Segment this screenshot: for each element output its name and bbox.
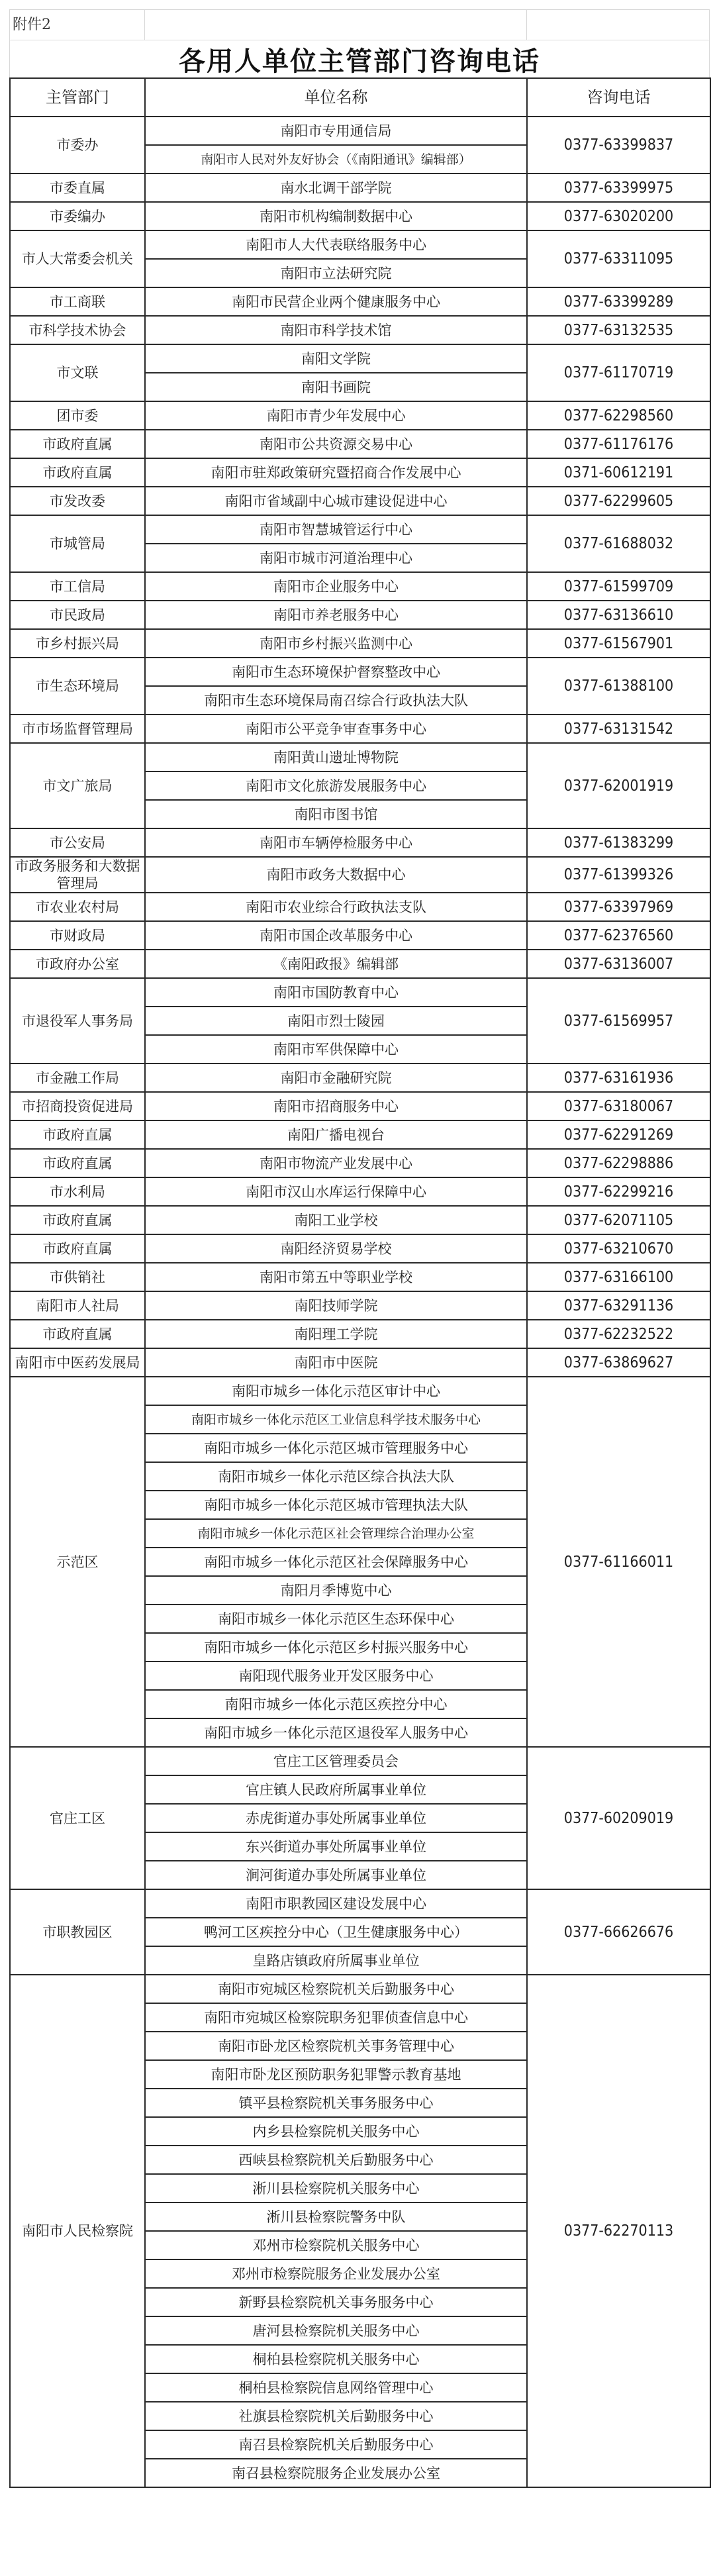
dept-cell: 市金融工作局	[10, 1064, 145, 1092]
dept-cell: 市政府办公室	[10, 950, 145, 978]
unit-cell: 南阳市青少年发展中心	[145, 401, 527, 430]
table-row	[10, 601, 710, 629]
unit-cell: 南阳市城乡一体化示范区工业信息科学技术服务中心	[145, 1405, 527, 1434]
unit-cell: 南阳黄山遗址博物院	[145, 743, 527, 771]
unit-cell: 南阳市物流产业发展中心	[145, 1149, 527, 1177]
table-row	[10, 743, 710, 771]
table-row	[10, 202, 710, 230]
dept-cell: 市民政局	[10, 601, 145, 629]
unit-cell: 赤虎街道办事处所属事业单位	[145, 1804, 527, 1832]
unit-cell: 南阳市车辆停检服务中心	[145, 828, 527, 857]
phone-cell: 0377-63136610	[527, 601, 710, 629]
table-row	[10, 344, 710, 373]
unit-cell: 南阳市招商服务中心	[145, 1092, 527, 1120]
table-row	[10, 1092, 710, 1120]
unit-cell: 南阳市企业服务中心	[145, 572, 527, 601]
table-row	[10, 1320, 710, 1348]
unit-cell: 南阳市城乡一体化示范区审计中心	[145, 1377, 527, 1405]
unit-cell: 官庄工区管理委员会	[145, 1747, 527, 1775]
unit-cell: 南阳市中医院	[145, 1348, 527, 1377]
unit-cell: 南阳市人大代表联络服务中心	[145, 230, 527, 259]
table-row	[10, 893, 710, 921]
table-row	[10, 1263, 710, 1291]
dept-cell: 南阳市人民检察院	[10, 1975, 145, 2487]
table-row	[10, 1348, 710, 1377]
phone-cell: 0377-62291269	[527, 1120, 710, 1149]
phone-cell: 0377-62298560	[527, 401, 710, 430]
phone-cell: 0377-60209019	[527, 1747, 710, 1889]
dept-cell: 市文联	[10, 344, 145, 401]
unit-cell: 南阳市第五中等职业学校	[145, 1263, 527, 1291]
unit-cell: 南阳市国企改革服务中心	[145, 921, 527, 950]
dept-cell: 市政府直属	[10, 1234, 145, 1263]
table-row	[10, 1177, 710, 1206]
unit-cell: 南阳技师学院	[145, 1291, 527, 1320]
dept-cell: 市乡村振兴局	[10, 629, 145, 658]
unit-cell: 南阳理工学院	[145, 1320, 527, 1348]
title-row	[9, 40, 710, 77]
unit-cell: 社旗县检察院机关后勤服务中心	[145, 2402, 527, 2430]
table-row	[10, 117, 710, 145]
dept-cell: 市政务服务和大数据管理局	[10, 857, 145, 893]
unit-cell: 南阳市民营企业两个健康服务中心	[145, 287, 527, 316]
dept-cell: 市市场监督管理局	[10, 715, 145, 743]
unit-cell: 镇平县检察院机关事务服务中心	[145, 2089, 527, 2117]
table-row	[10, 1889, 710, 1918]
dept-cell: 市生态环境局	[10, 658, 145, 715]
table-row	[10, 316, 710, 344]
unit-cell: 淅川县检察院警务中队	[145, 2203, 527, 2231]
unit-cell: 南阳市公平竞争审查事务中心	[145, 715, 527, 743]
dept-cell: 市城管局	[10, 515, 145, 572]
phone-cell: 0377-63131542	[527, 715, 710, 743]
table-row	[10, 430, 710, 458]
phone-cell: 0377-63132535	[527, 316, 710, 344]
phone-cell: 0377-61688032	[527, 515, 710, 572]
dept-cell: 南阳市中医药发展局	[10, 1348, 145, 1377]
unit-cell: 鸭河工区疾控分中心（卫生健康服务中心）	[145, 1918, 527, 1946]
unit-cell: 《南阳政报》编辑部	[145, 950, 527, 978]
table-row	[10, 857, 710, 893]
table-row	[10, 828, 710, 857]
attachment-row	[9, 9, 710, 40]
dept-cell: 市政府直属	[10, 458, 145, 487]
unit-cell: 南阳市城乡一体化示范区生态环保中心	[145, 1605, 527, 1633]
dept-cell: 市委编办	[10, 202, 145, 230]
unit-cell: 南阳经济贸易学校	[145, 1234, 527, 1263]
unit-cell: 南阳市生态环境保护督察整改中心	[145, 658, 527, 686]
dept-cell: 市职教园区	[10, 1889, 145, 1975]
document-page	[9, 9, 710, 2488]
unit-cell: 南阳市城乡一体化示范区社会保障服务中心	[145, 1548, 527, 1576]
phone-cell: 0377-62299216	[527, 1177, 710, 1206]
unit-cell: 淅川县检察院机关服务中心	[145, 2174, 527, 2203]
unit-cell: 南阳市城乡一体化示范区退役军人服务中心	[145, 1718, 527, 1747]
unit-cell: 南阳市机构编制数据中心	[145, 202, 527, 230]
dept-cell: 市委办	[10, 117, 145, 173]
phone-cell: 0377-63399289	[527, 287, 710, 316]
dept-cell: 市科学技术协会	[10, 316, 145, 344]
table-row	[10, 978, 710, 1007]
dept-cell: 市退役军人事务局	[10, 978, 145, 1064]
unit-cell: 邓州市检察院机关服务中心	[145, 2231, 527, 2259]
dept-cell: 市政府直属	[10, 430, 145, 458]
table-row	[10, 1975, 710, 2003]
dept-cell: 团市委	[10, 401, 145, 430]
phone-cell: 0377-63291136	[527, 1291, 710, 1320]
unit-cell: 南召县检察院服务企业发展办公室	[145, 2459, 527, 2487]
dept-cell: 市委直属	[10, 173, 145, 202]
unit-cell: 南阳市宛城区检察院职务犯罪侦查信息中心	[145, 2003, 527, 2032]
unit-cell: 南阳市养老服务中心	[145, 601, 527, 629]
unit-cell: 南阳市城乡一体化示范区社会管理综合治理办公室	[145, 1519, 527, 1548]
table-row	[10, 1120, 710, 1149]
table-row	[10, 458, 710, 487]
phone-cell: 0377-62232522	[527, 1320, 710, 1348]
phone-cell: 0377-66626676	[527, 1889, 710, 1975]
phone-cell: 0377-63180067	[527, 1092, 710, 1120]
phone-cell: 0377-62001919	[527, 743, 710, 828]
table-row	[10, 1149, 710, 1177]
phone-cell: 0377-61569957	[527, 978, 710, 1064]
unit-cell: 南阳市城乡一体化示范区乡村振兴服务中心	[145, 1633, 527, 1661]
unit-cell: 南阳市人民对外友好协会（《南阳通讯》编辑部）	[145, 145, 527, 173]
phone-cell: 0377-63399837	[527, 117, 710, 173]
dept-cell: 市工商联	[10, 287, 145, 316]
dept-cell: 市发改委	[10, 487, 145, 515]
unit-cell: 南阳月季博览中心	[145, 1576, 527, 1605]
unit-cell: 南阳市智慧城管运行中心	[145, 515, 527, 544]
header-phone: 咨询电话	[527, 78, 710, 117]
dept-cell: 市政府直属	[10, 1120, 145, 1149]
unit-cell: 南阳文学院	[145, 344, 527, 373]
header-dept: 主管部门	[10, 78, 145, 117]
dept-cell: 示范区	[10, 1377, 145, 1747]
dept-cell: 市财政局	[10, 921, 145, 950]
unit-cell: 南阳市驻郑政策研究暨招商合作发展中心	[145, 458, 527, 487]
dept-cell: 市农业农村局	[10, 893, 145, 921]
phone-cell: 0377-61399326	[527, 857, 710, 893]
table-row	[10, 487, 710, 515]
unit-cell: 南阳市乡村振兴监测中心	[145, 629, 527, 658]
unit-cell: 南阳市城乡一体化示范区城市管理服务中心	[145, 1434, 527, 1462]
phone-cell: 0371-60612191	[527, 458, 710, 487]
unit-cell: 内乡县检察院机关服务中心	[145, 2117, 527, 2146]
table-row	[10, 287, 710, 316]
attachment-label: 附件2	[9, 10, 144, 40]
unit-cell: 南阳市立法研究院	[145, 259, 527, 287]
unit-cell: 南阳市科学技术馆	[145, 316, 527, 344]
unit-cell: 南阳书画院	[145, 373, 527, 401]
unit-cell: 南阳市图书馆	[145, 800, 527, 828]
phone-cell: 0377-62071105	[527, 1206, 710, 1234]
unit-cell: 南阳市文化旅游发展服务中心	[145, 771, 527, 800]
unit-cell: 南阳市农业综合行政执法支队	[145, 893, 527, 921]
unit-cell: 南阳市政务大数据中心	[145, 857, 527, 893]
unit-cell: 南阳市卧龙区检察院机关事务管理中心	[145, 2032, 527, 2060]
phone-cell: 0377-62299605	[527, 487, 710, 515]
unit-cell: 东兴街道办事处所属事业单位	[145, 1832, 527, 1861]
table-row	[10, 173, 710, 202]
table-row	[10, 515, 710, 544]
phone-cell: 0377-63210670	[527, 1234, 710, 1263]
phone-cell: 0377-61567901	[527, 629, 710, 658]
unit-cell: 南阳市国防教育中心	[145, 978, 527, 1007]
phone-cell: 0377-61176176	[527, 430, 710, 458]
dept-cell: 市政府直属	[10, 1320, 145, 1348]
table-header-row	[10, 78, 710, 117]
unit-cell: 南阳市军供保障中心	[145, 1035, 527, 1064]
phone-cell: 0377-62298886	[527, 1149, 710, 1177]
table-row	[10, 1064, 710, 1092]
dept-cell: 市政府直属	[10, 1149, 145, 1177]
phone-cell: 0377-63869627	[527, 1348, 710, 1377]
phone-cell: 0377-61383299	[527, 828, 710, 857]
unit-cell: 桐柏县检察院信息网络管理中心	[145, 2373, 527, 2402]
phone-cell: 0377-63136007	[527, 950, 710, 978]
table-row	[10, 629, 710, 658]
unit-cell: 南阳市金融研究院	[145, 1064, 527, 1092]
dept-cell: 市水利局	[10, 1177, 145, 1206]
unit-cell: 南阳市卧龙区预防职务犯罪警示教育基地	[145, 2060, 527, 2089]
phone-cell: 0377-63311095	[527, 230, 710, 287]
unit-cell: 南阳市城乡一体化示范区城市管理执法大队	[145, 1491, 527, 1519]
unit-cell: 唐河县检察院机关服务中心	[145, 2316, 527, 2345]
unit-cell: 南阳市专用通信局	[145, 117, 527, 145]
unit-cell: 南阳工业学校	[145, 1206, 527, 1234]
unit-cell: 桐柏县检察院机关服务中心	[145, 2345, 527, 2373]
unit-cell: 新野县检察院机关事务服务中心	[145, 2288, 527, 2316]
table-row	[10, 715, 710, 743]
unit-cell: 南阳市公共资源交易中心	[145, 430, 527, 458]
phone-cell: 0377-61599709	[527, 572, 710, 601]
table-row	[10, 401, 710, 430]
table-row	[10, 1234, 710, 1263]
unit-cell: 西峡县检察院机关后勤服务中心	[145, 2146, 527, 2174]
empty-cell	[526, 10, 710, 40]
unit-cell: 南阳市烈士陵园	[145, 1007, 527, 1035]
header-unit: 单位名称	[145, 78, 527, 117]
phone-cell: 0377-63166100	[527, 1263, 710, 1291]
empty-cell	[144, 10, 526, 40]
table-body	[10, 117, 710, 2487]
unit-cell: 南阳市城乡一体化示范区综合执法大队	[145, 1462, 527, 1491]
phone-cell: 0377-61166011	[527, 1377, 710, 1747]
dept-cell: 官庄工区	[10, 1747, 145, 1889]
phone-cell: 0377-61170719	[527, 344, 710, 401]
unit-cell: 南阳市宛城区检察院机关后勤服务中心	[145, 1975, 527, 2003]
unit-cell: 南阳广播电视台	[145, 1120, 527, 1149]
phone-cell: 0377-62376560	[527, 921, 710, 950]
dept-cell: 市政府直属	[10, 1206, 145, 1234]
phone-cell: 0377-63397969	[527, 893, 710, 921]
phone-cell: 0377-63161936	[527, 1064, 710, 1092]
dept-cell: 市招商投资促进局	[10, 1092, 145, 1120]
contact-table	[9, 77, 711, 2488]
table-row	[10, 1291, 710, 1320]
dept-cell: 市供销社	[10, 1263, 145, 1291]
page-title: 各用人单位主管部门咨询电话	[179, 46, 540, 77]
table-row	[10, 1206, 710, 1234]
unit-cell: 南阳现代服务业开发区服务中心	[145, 1661, 527, 1690]
unit-cell: 南召县检察院机关后勤服务中心	[145, 2430, 527, 2459]
unit-cell: 涧河街道办事处所属事业单位	[145, 1861, 527, 1889]
phone-cell: 0377-62270113	[527, 1975, 710, 2487]
table-row	[10, 921, 710, 950]
dept-cell: 市文广旅局	[10, 743, 145, 828]
table-row	[10, 1377, 710, 1405]
table-row	[10, 658, 710, 686]
dept-cell: 市人大常委会机关	[10, 230, 145, 287]
table-row	[10, 950, 710, 978]
unit-cell: 南阳市汉山水库运行保障中心	[145, 1177, 527, 1206]
unit-cell: 皇路店镇政府所属事业单位	[145, 1946, 527, 1975]
phone-cell: 0377-61388100	[527, 658, 710, 715]
phone-cell: 0377-63399975	[527, 173, 710, 202]
table-row	[10, 1747, 710, 1775]
unit-cell: 南阳市省域副中心城市建设促进中心	[145, 487, 527, 515]
unit-cell: 官庄镇人民政府所属事业单位	[145, 1775, 527, 1804]
dept-cell: 南阳市人社局	[10, 1291, 145, 1320]
unit-cell: 南阳市职教园区建设发展中心	[145, 1889, 527, 1918]
unit-cell: 南阳市生态环境保局南召综合行政执法大队	[145, 686, 527, 715]
dept-cell: 市公安局	[10, 828, 145, 857]
unit-cell: 邓州市检察院服务企业发展办公室	[145, 2259, 527, 2288]
unit-cell: 南水北调干部学院	[145, 173, 527, 202]
unit-cell: 南阳市城乡一体化示范区疾控分中心	[145, 1690, 527, 1718]
dept-cell: 市工信局	[10, 572, 145, 601]
table-row	[10, 572, 710, 601]
unit-cell: 南阳市城市河道治理中心	[145, 544, 527, 572]
table-row	[10, 230, 710, 259]
phone-cell: 0377-63020200	[527, 202, 710, 230]
